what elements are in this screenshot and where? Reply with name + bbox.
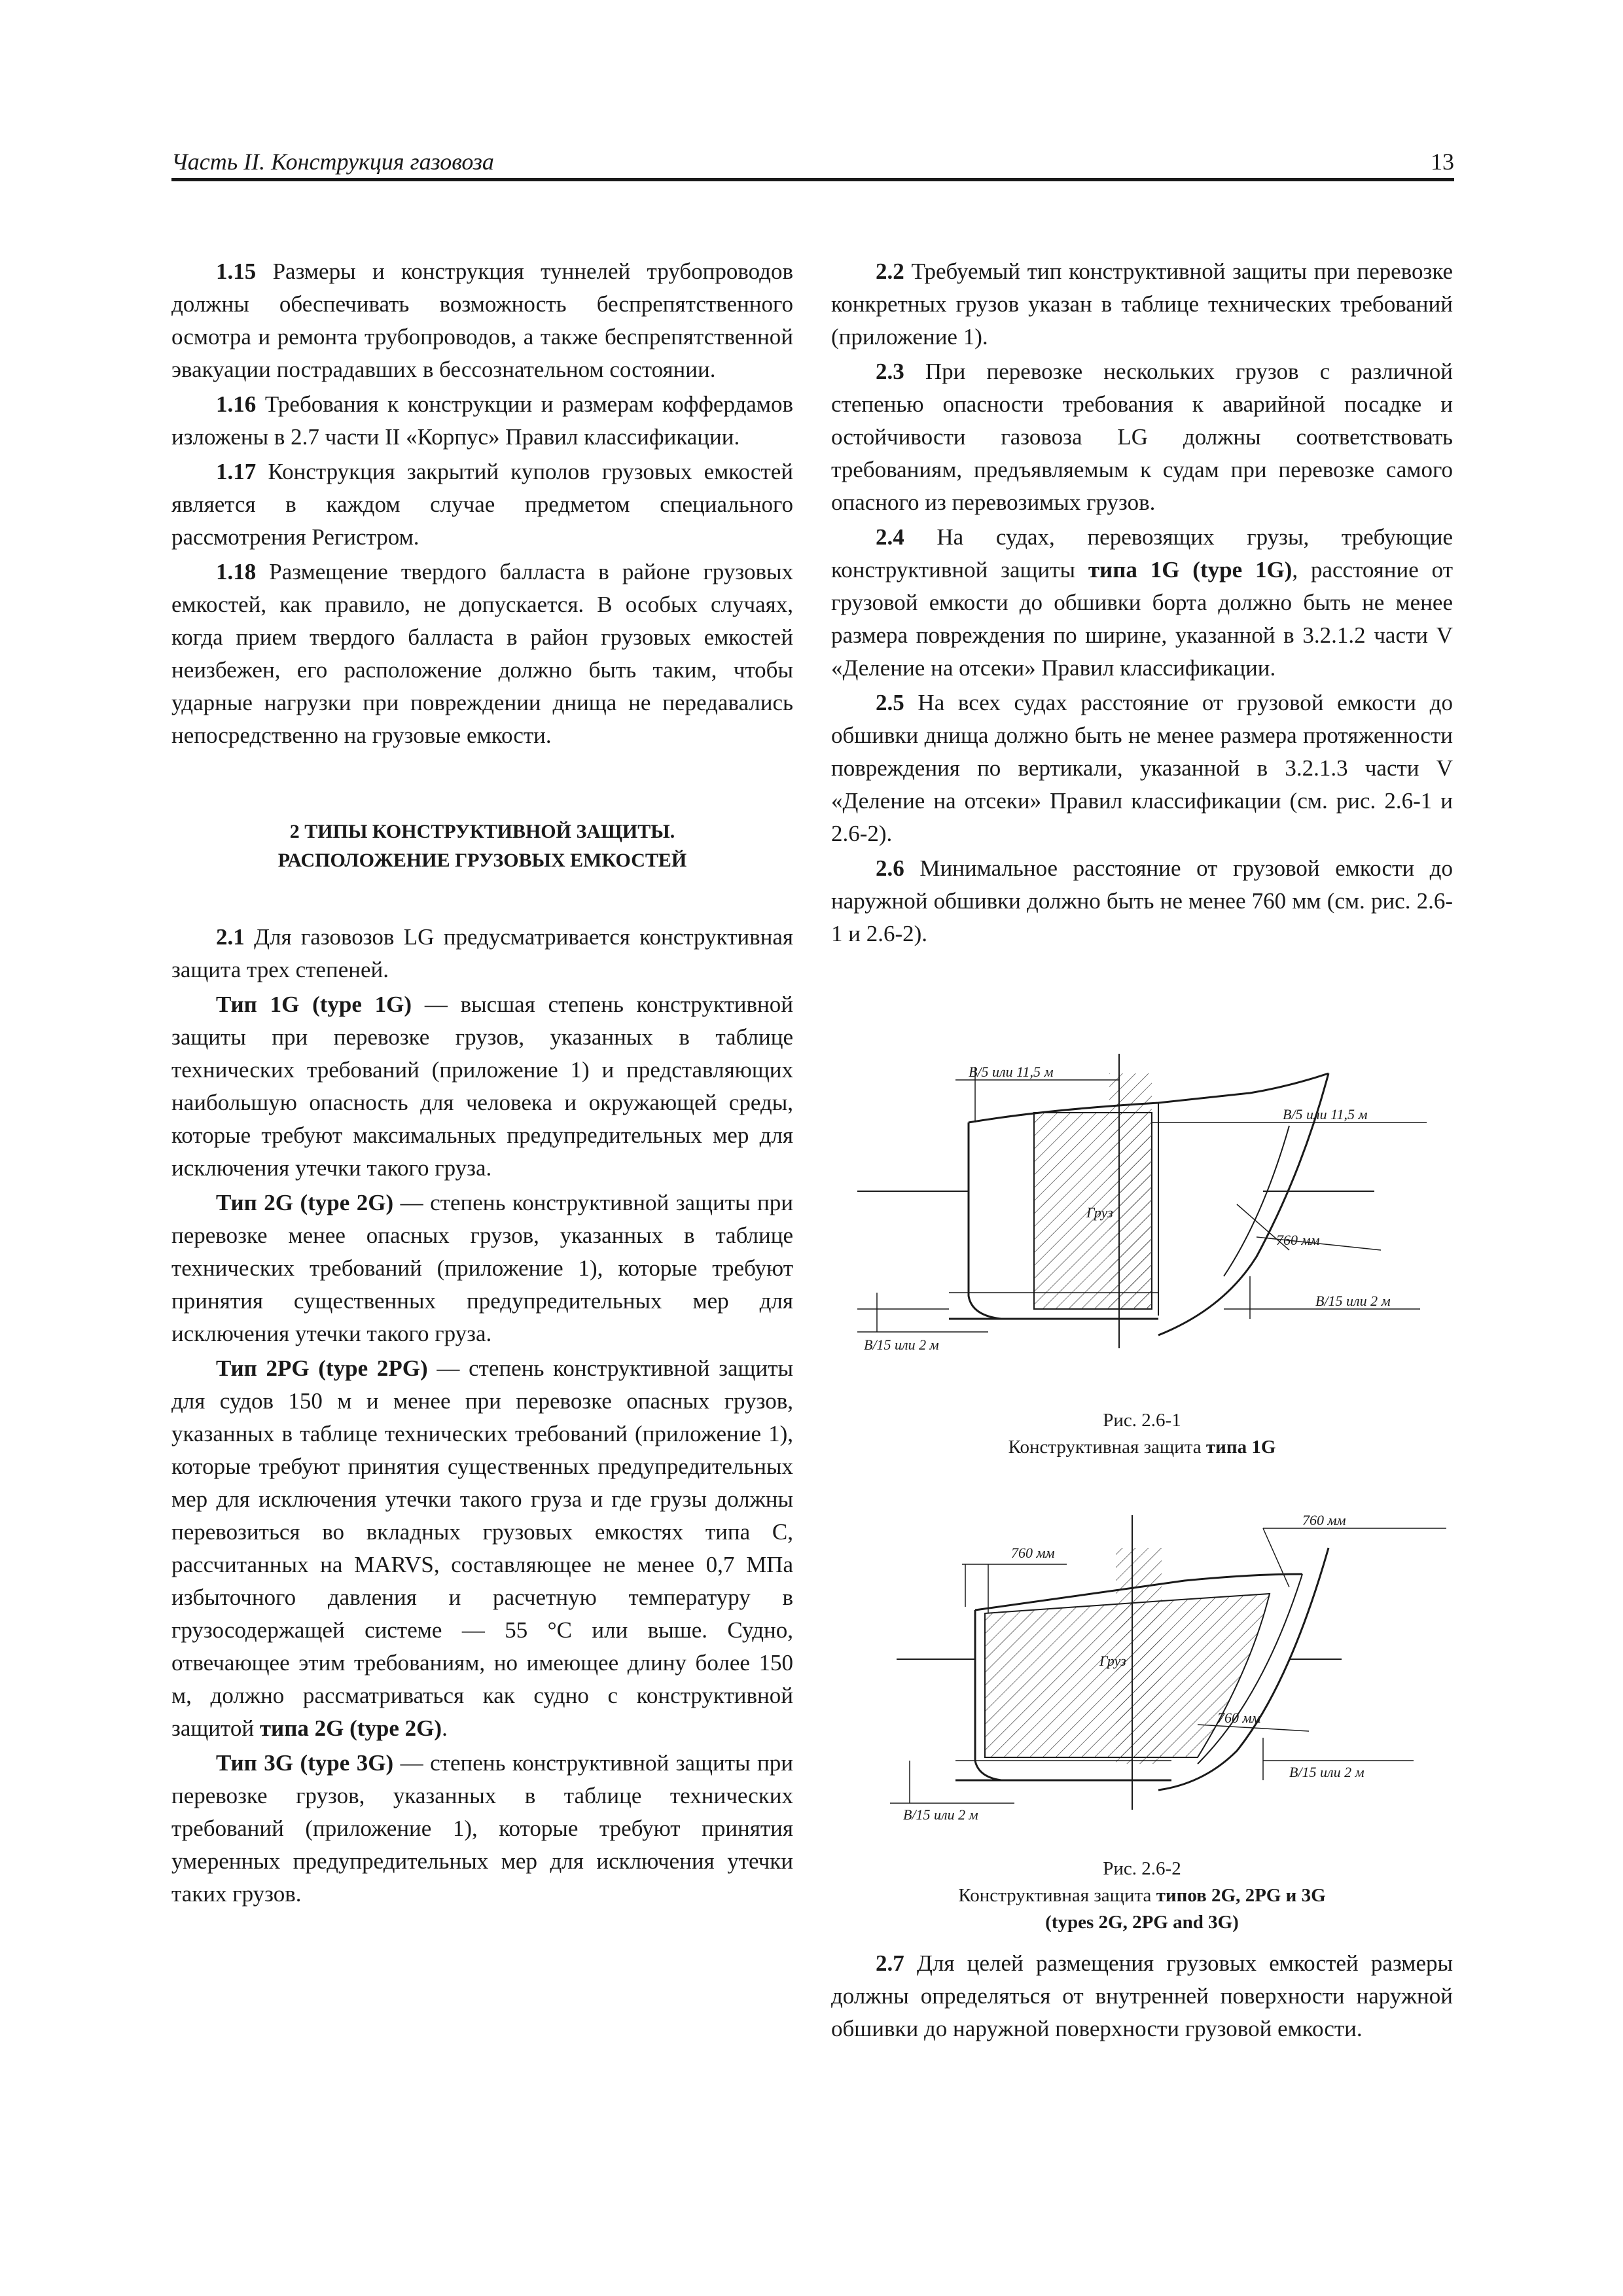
paragraph-2-3: 2.3 При перевозке нескольких грузов с различной степенью опасности требования к аварийной посадке и остойчивости газовоза LG должны соответствовать требованиям, предъявляемым к судам при перевозке самого опасного из перевозимых грузов. [831,359,1453,515]
figure-2-6-2-drawing [831,1502,1453,1856]
fig2-label-b15-right: B/15 или 2 м [1289,1764,1364,1780]
paragraph-2-1: 2.1 Для газовозов LG предусматривается конструктивная защита трех степеней. [171,924,793,982]
paragraph-1-16: 1.16 Требования к конструкции и размерам коффердамов изложены в 2.7 части II «Корпус» Правил классификации. [171,391,793,450]
paragraph-type-3g: Тип 3G (type 3G) — степень конструктивной защиты при перевозке грузов, указанных в таблице технических требований (приложение 1), которые требуют принятия умеренных предупредительных мер для исключения утечки таких грузов. [171,1750,793,1907]
fig1-label-right: B/5 или 11,5 м [1283,1106,1368,1122]
paragraph-2-2: 2.2 Требуемый тип конструктивной защиты при перевозке конкретных грузов указан в таблице технических требований (приложение 1). [831,259,1453,350]
figure-2-6-1-caption: Рис. 2.6-1 Конструктивная защита типа 1G [1008,1410,1276,1458]
fig2-label-b15-left: B/15 или 2 м [903,1806,978,1823]
fig2-label-760-left: 760 мм [1011,1545,1055,1561]
header-part-title: Часть II. Конструкция газовоза [171,149,494,175]
paragraph-type-2g: Тип 2G (type 2G) — степень конструктивной защиты при перевозке менее опасных грузов, указанных в таблице технических требований (приложение 1), которые требуют принятия существенных предупредительных мер для исключения утечки такого груза. [171,1190,793,1346]
paragraph-type-1g: Тип 1G (type 1G) — высшая степень конструктивной защиты при перевозке грузов, указанных в таблице технических требований (приложение 1) и представляющих наибольшую опасность для человека и окружающей среды, которые требуют максимальных предупредительных мер для исключения утечки такого груза. [171,992,793,1181]
fig1-label-b15-right: B/15 или 2 м [1315,1293,1391,1309]
fig2-label-760-top: 760 мм [1302,1512,1346,1528]
paragraph-1-17: 1.17 Конструкция закрытий куполов грузовых емкостей является в каждом случае предметом специального рассмотрения Регистром. [171,459,793,550]
paragraph-2-7: 2.7 Для целей размещения грузовых емкостей размеры должны определяться от внутренней поверхности наружной обшивки до наружной поверхности грузовой емкости. [831,1950,1453,2041]
running-header [171,145,1454,178]
paragraph-2-5: 2.5 На всех судах расстояние от грузовой емкости до обшивки днища должно быть не менее размера протяженности повреждения по вертикали, указанной в 3.2.1.3 части V «Деление на отсеки» Правил классификации (см. рис. 2.6-1 и 2.6-2). [831,690,1453,846]
right-column-bottom [831,1947,1453,2045]
fig1-label-cargo: Груз [1086,1204,1113,1221]
figure-2-6-1-drawing [831,1041,1453,1407]
page-number: 13 [1431,149,1454,175]
paragraph-1-18: 1.18 Размещение твердого балласта в районе грузовых емкостей, как правило, не допускается. В особых случаях, когда прием твердого балласта в район грузовых емкостей неизбежен, его расположение должно быть таким, чтобы ударные нагрузки при повреждении днища не передавались непосредственно на грузовые емкости. [171,559,793,748]
header-rule [171,178,1454,181]
fig2-label-cargo: Груз [1099,1653,1126,1669]
paragraph-2-4: 2.4 На судах, перевозящих грузы, требующие конструктивной защиты типа 1G (type 1G), расстояние от грузовой емкости до обшивки борта должно быть не менее размера повреждения по ширине, указанной в 3.2.1.2 части V «Деление на отсеки» Правил классификации. [831,524,1453,681]
right-column [831,255,1453,950]
figure-2-6-1 [831,1041,1453,1461]
figure-2-6-2-caption: Рис. 2.6-2 Конструктивная защита типов 2G, 2PG и 3G (types 2G, 2PG and 3G) [958,1858,1326,1933]
paragraph-1-15: 1.15 Размеры и конструкция туннелей трубопроводов должны обеспечивать возможность беспрепятственного осмотра и ремонта трубопроводов, а также беспрепятственной эвакуации пострадавших в бессознательном состоянии. [171,259,793,382]
section-heading: 2 ТИПЫ КОНСТРУКТИВНОЙ ЗАЩИТЫ. РАСПОЛОЖЕНИЕ ГРУЗОВЫХ ЕМКОСТЕЙ [277,821,687,871]
left-column [171,255,793,1910]
fig2-label-760-mid: 760 мм [1217,1710,1261,1726]
fig1-label-b15-left: B/15 или 2 м [864,1336,939,1353]
paragraph-type-2pg: Тип 2PG (type 2PG) — степень конструктивной защиты для судов 150 м и менее при перевозке опасных грузов, указанных в таблице технических требований (приложение 1), которые требуют принятия существенных предупредительных мер для исключения утечки такого груза и где грузы должны перевозиться во вкладных грузовых емкостях типа С, рассчитанных на MARVS, составляющее не менее 0,7 МПа избыточного давления и расчетную температуру в грузосодержащей системе — 55 °С или выше. Судно, отвечающее этим требованиям, но имеющее длину более 150 м, должно рассматриваться как судно с конструктивной защитой типа 2G (type 2G). [171,1355,793,1741]
fig1-label-top: B/5 или 11,5 м [969,1064,1054,1080]
figure-2-6-2 [831,1502,1453,1936]
paragraph-2-6: 2.6 Минимальное расстояние от грузовой емкости до наружной обшивки должно быть не менее 760 мм (см. рис. 2.6-1 и 2.6-2). [831,855,1453,946]
fig1-label-760: 760 мм [1276,1232,1320,1248]
